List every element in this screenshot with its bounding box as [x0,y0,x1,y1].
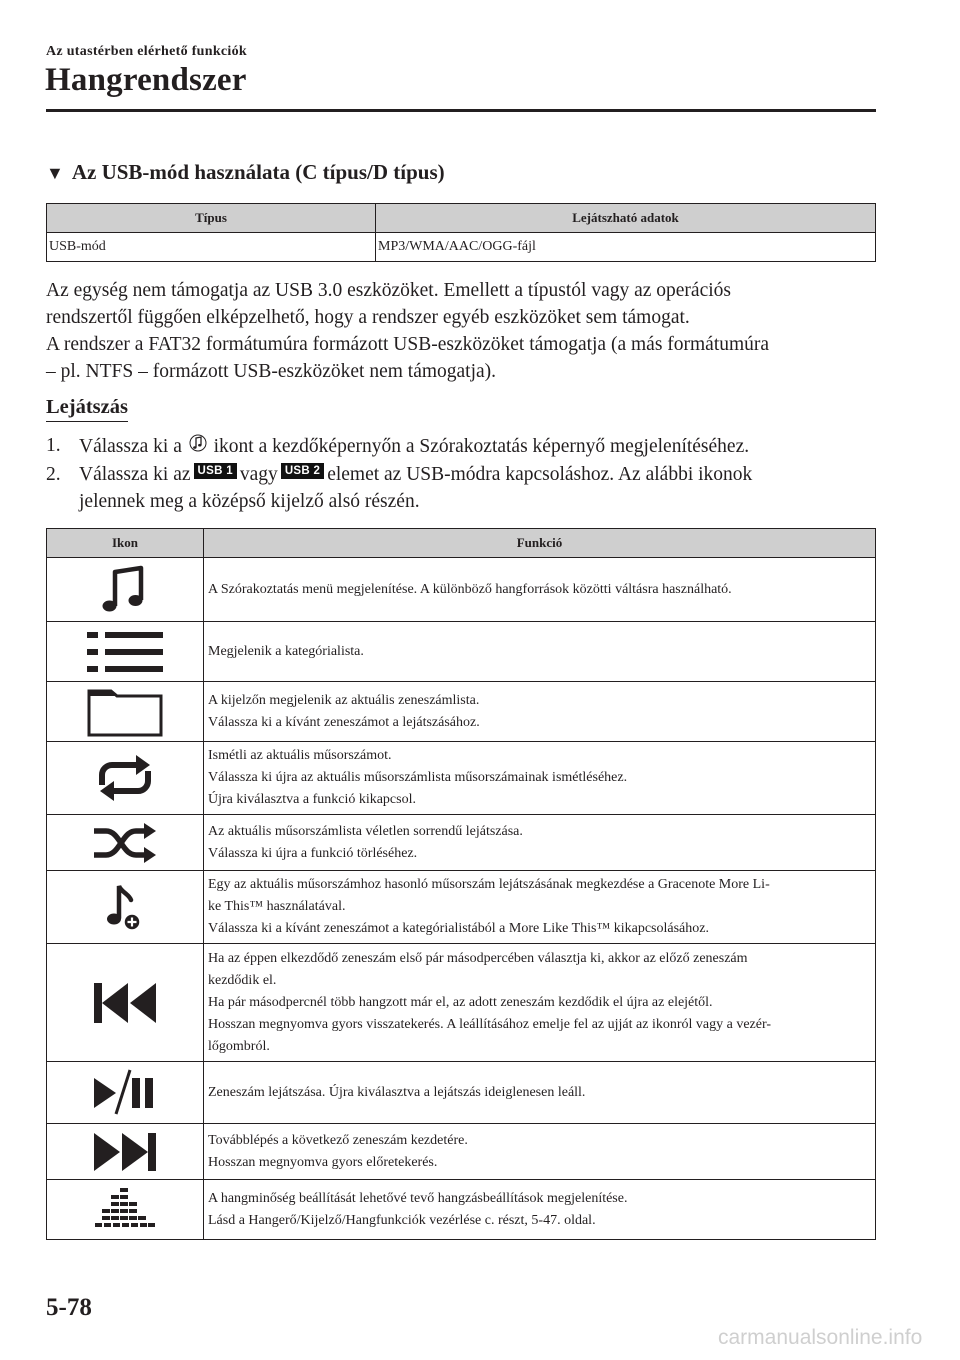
watermark: carmanualsonline.info [718,1326,923,1349]
section-title-text: Az USB-mód használata (C típus/D típus) [71,160,445,184]
folder-icon [87,687,163,737]
function-cell [204,1124,876,1180]
previous-track-icon [92,980,158,1026]
function-line: Ha az éppen elkezdődő zeneszám első pár másodpercében választja ki, akkor az előző zeneszám [208,950,748,966]
function-line: Hosszan megnyomva gyors előretekerés. [208,1154,438,1170]
table-row [47,1062,876,1124]
function-line: Megjelenik a kategórialista. [208,643,364,659]
function-line: Lásd a Hangerő/Kijelző/Hangfunkciók vezérlése c. részt, 5-47. oldal. [208,1212,596,1228]
icon-cell [47,815,204,871]
table-row [47,682,876,742]
step-number: 1. [46,435,61,456]
function-line: Zeneszám lejátszása. Újra kiválasztva a lejátszás ideiglenesen leáll. [208,1084,586,1100]
function-cell [204,558,876,622]
header-rule [46,109,876,112]
triangle-marker-icon: ▼ [46,163,64,183]
table-row [47,815,876,871]
function-line: Válassza ki újra az aktuális műsorszámlista műsorszámainak ismétléséhez. [208,770,628,785]
step-text-part: ikont a kezdőképernyőn a Szórakoztatás képernyő megjelenítéséhez. [213,436,750,457]
paragraph-line: Az egység nem támogatja az USB 3.0 eszközöket. Emellett a típustól vagy az operációs [46,280,731,301]
subheading-playback: Lejátszás [46,396,128,422]
usb2-key: USB 2 [281,463,324,479]
function-line: A hangminőség beállítását lehetővé tevő hangzásbeállítások megjelenítése. [208,1190,628,1206]
function-line: A kijelzőn megjelenik az aktuális zeneszámlista. [208,692,480,708]
function-line: Hosszan megnyomva gyors visszatekerés. A leállításához emelje fel az ujját az ikonról vagy a vezér- [208,1016,772,1032]
page-title: Hangrendszer [45,62,247,98]
function-line: A Szórakoztatás menü megjelenítése. A különböző hangforrások közötti váltásra használható. [208,581,732,597]
table-row [47,1180,876,1240]
icon-cell [47,944,204,1062]
function-cell [204,944,876,1062]
playable-data-table [46,203,876,262]
icon-function-table [46,528,876,1240]
function-cell [204,871,876,944]
play-pause-icon [90,1068,160,1118]
function-cell [204,682,876,742]
icon-cell [47,622,204,682]
table-cell: MP3/WMA/AAC/OGG-fájl [376,233,876,262]
table-row [47,233,876,262]
icon-cell [47,742,204,815]
equalizer-icon [95,1187,155,1233]
page-number: 5-78 [46,1294,92,1321]
table-row [47,944,876,1062]
table-header-cell: Ikon [47,529,204,558]
usb1-key: USB 1 [194,463,237,479]
table-header-row [47,204,876,233]
step-text-part: vagy [239,464,278,485]
function-line: lőgombról. [208,1038,270,1054]
table-row [47,742,876,815]
table-header-cell: Típus [47,204,376,233]
function-cell [204,622,876,682]
function-line: Ha pár másodpercnél több hangzott már el, az adott zeneszám kezdődik el újra az elejétől. [208,994,713,1010]
function-line: ke This™ használatával. [208,899,346,914]
table-row [47,1124,876,1180]
step-text [79,461,889,515]
step-text-part: Válassza ki az [79,464,191,485]
function-line: Válassza ki újra a funkció törléséhez. [208,845,418,861]
table-header-row [47,529,876,558]
icon-cell [47,558,204,622]
function-cell [204,1180,876,1240]
paragraph [46,331,886,385]
repeat-icon [92,755,158,801]
function-line: kezdődik el. [208,972,277,988]
function-line: Egy az aktuális műsorszámhoz hasonló műsorszám lejátszásának megkezdése a Gracenote More Li- [208,877,770,892]
table-row [47,558,876,622]
icon-cell [47,682,204,742]
function-cell [204,742,876,815]
step-text [79,432,889,460]
icon-cell [47,871,204,944]
step-text-part: jelennek meg a középső kijelző alsó részén. [79,491,420,512]
function-line: Ismétli az aktuális műsorszámot. [208,748,392,763]
function-cell [204,815,876,871]
function-line: Újra kiválasztva a funkció kikapcsol. [208,792,416,807]
section-title [46,160,445,185]
table-header-cell: Funkció [204,529,876,558]
table-row [47,871,876,944]
paragraph-line: rendszertől függően elképzelhető, hogy a rendszer egyéb eszközöket sem támogat. [46,307,690,328]
step-text-part: elemet az USB-módra kapcsoláshoz. Az alábbi ikonok [327,464,753,485]
table-cell: USB-mód [47,233,376,262]
music-note-icon [95,565,155,615]
shuffle-icon [92,822,158,864]
icon-cell [47,1180,204,1240]
function-line: Az aktuális műsorszámlista véletlen sorrendű lejátszása. [208,823,523,839]
list-icon [85,629,165,675]
step-number: 2. [46,464,61,485]
table-header-cell: Lejátszható adatok [376,204,876,233]
table-row [47,622,876,682]
step-text-part: Válassza ki a [79,436,182,457]
function-line: Válassza ki a kívánt zeneszámot a kategórialistából a More Like This™ kikapcsolásához. [208,921,709,936]
function-line: Továbblépés a következő zeneszám kezdetére. [208,1132,468,1148]
paragraph [46,277,886,331]
header-subtitle: Az utastérben elérhető funkciók [46,44,247,59]
icon-cell [47,1124,204,1180]
paragraph-line: – pl. NTFS – formázott USB-eszközöket nem támogatja). [46,361,497,382]
icon-cell [47,1062,204,1124]
more-like-this-icon [105,882,145,932]
paragraph-line: A rendszer a FAT32 formátumúra formázott USB-eszközöket támogatja (a más formátumúra [46,334,770,355]
function-line: Válassza ki a kívánt zeneszámot a lejátszásához. [208,714,480,730]
function-cell [204,1062,876,1124]
next-track-icon [92,1131,158,1173]
entertainment-note-icon [189,432,207,454]
